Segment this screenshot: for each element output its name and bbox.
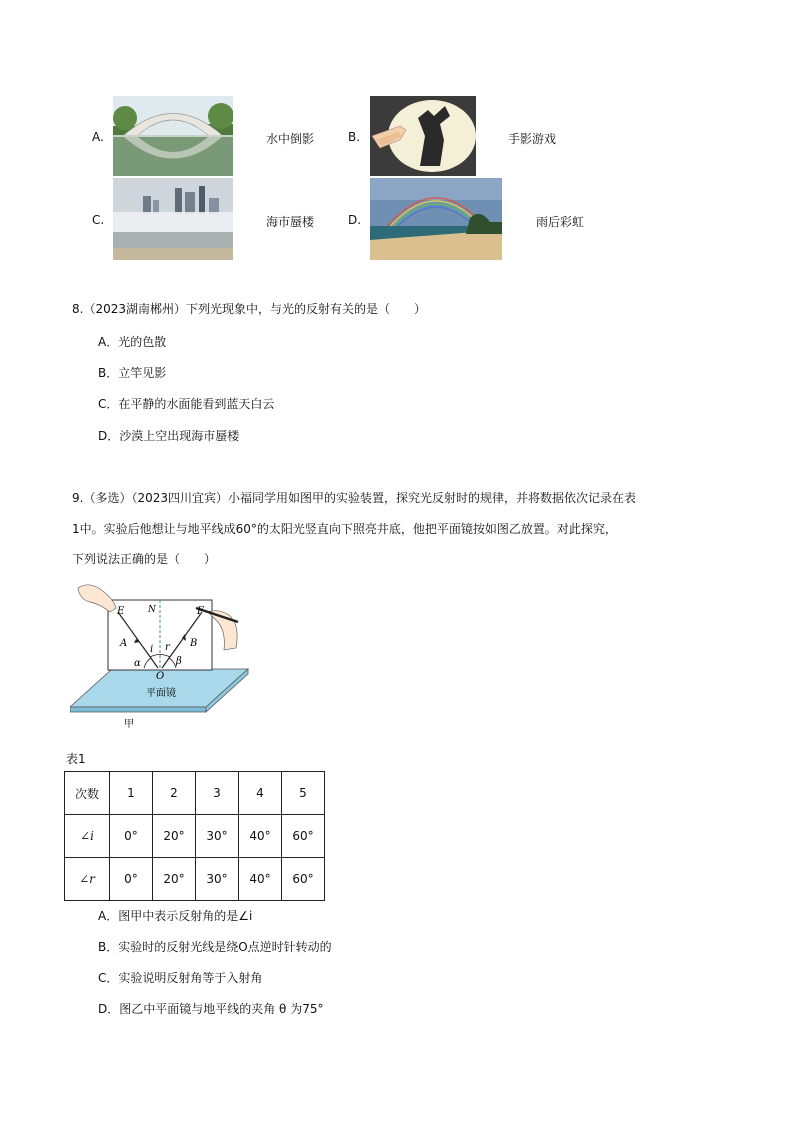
table-cell: 0°	[110, 858, 153, 901]
label-f: F	[197, 606, 204, 617]
question-9-stem-line-2: 1中。实验后他想让与地平线成60°的太阳光竖直向下照亮井底，他把平面镜按如图乙放置。对此探究，	[72, 522, 617, 536]
hand-shadow-image	[370, 96, 476, 176]
option-letter-c: C.	[92, 213, 105, 227]
question-8-choice-c: C．在平静的水面能看到蓝天白云	[98, 397, 275, 411]
question-8-choice-b: B．立竿见影	[98, 366, 167, 380]
table-header-cell: 4	[239, 772, 282, 815]
question-9-choice-b: B．实验时的反射光线是绕O点逆时针转动的	[98, 940, 332, 954]
table-row	[65, 815, 325, 858]
table-cell: 0°	[110, 815, 153, 858]
question-9-stem-line-1: 9.（多选）（2023四川宜宾）小福同学用如图甲的实验装置，探究光反射时的规律，并将数据依次记录在表	[72, 491, 636, 505]
option-letter-a: A.	[92, 130, 104, 144]
option-caption-a: 水中倒影	[266, 132, 315, 146]
label-beta: β	[176, 656, 182, 667]
label-e: E	[117, 606, 125, 617]
table-cell: 20°	[153, 858, 196, 901]
option-letter-d: D.	[348, 213, 362, 227]
label-b: B	[190, 638, 198, 649]
table-header-cell: 5	[282, 772, 325, 815]
question-9-choice-d: D．图乙中平面镜与地平线的夹角 θ 为75°	[98, 1002, 324, 1016]
table-cell: 60°	[282, 815, 325, 858]
question-9-choice-c: C．实验说明反射角等于入射角	[98, 971, 263, 985]
label-i: i	[150, 644, 154, 655]
table-row	[65, 772, 325, 815]
option-caption-c: 海市蜃楼	[266, 215, 315, 229]
option-caption-b: 手影游戏	[508, 132, 557, 146]
table-header-cell: 1	[110, 772, 153, 815]
label-a: A	[120, 638, 128, 649]
label-r: r	[165, 642, 170, 653]
reflection-experiment-figure	[70, 582, 260, 730]
mirror-label: 平面镜	[146, 688, 176, 699]
table-title: 表1	[66, 752, 86, 766]
table-cell: 60°	[282, 858, 325, 901]
table-cell: 40°	[239, 815, 282, 858]
table-cell: ∠i	[65, 815, 110, 858]
table-cell: 30°	[196, 815, 239, 858]
table-header-cell: 次数	[65, 772, 110, 815]
option-caption-d: 雨后彩虹	[536, 215, 585, 229]
option-letter-b: B.	[348, 130, 361, 144]
table-cell: ∠r	[65, 858, 110, 901]
bridge-reflection-image	[113, 96, 233, 176]
label-n: N	[148, 605, 156, 615]
figure-caption: 甲	[124, 719, 134, 730]
question-8-choice-d: D．沙漠上空出现海市蜃楼	[98, 429, 240, 443]
rainbow-image	[370, 178, 502, 260]
table-header-cell: 2	[153, 772, 196, 815]
label-o: O	[156, 671, 165, 682]
label-alpha: α	[134, 658, 141, 669]
question-9-stem-line-3: 下列说法正确的是（ ）	[72, 552, 217, 566]
table-row	[65, 858, 325, 901]
table-cell: 30°	[196, 858, 239, 901]
data-table	[64, 771, 325, 901]
mirage-city-image	[113, 178, 233, 260]
question-8-stem: 8.（2023湖南郴州）下列光现象中，与光的反射有关的是（ ）	[72, 302, 426, 316]
table-cell: 20°	[153, 815, 196, 858]
table-header-cell: 3	[196, 772, 239, 815]
table-cell: 40°	[239, 858, 282, 901]
question-8-choice-a: A．光的色散	[98, 335, 167, 349]
question-9-choice-a: A．图甲中表示反射角的是∠i	[98, 909, 253, 923]
